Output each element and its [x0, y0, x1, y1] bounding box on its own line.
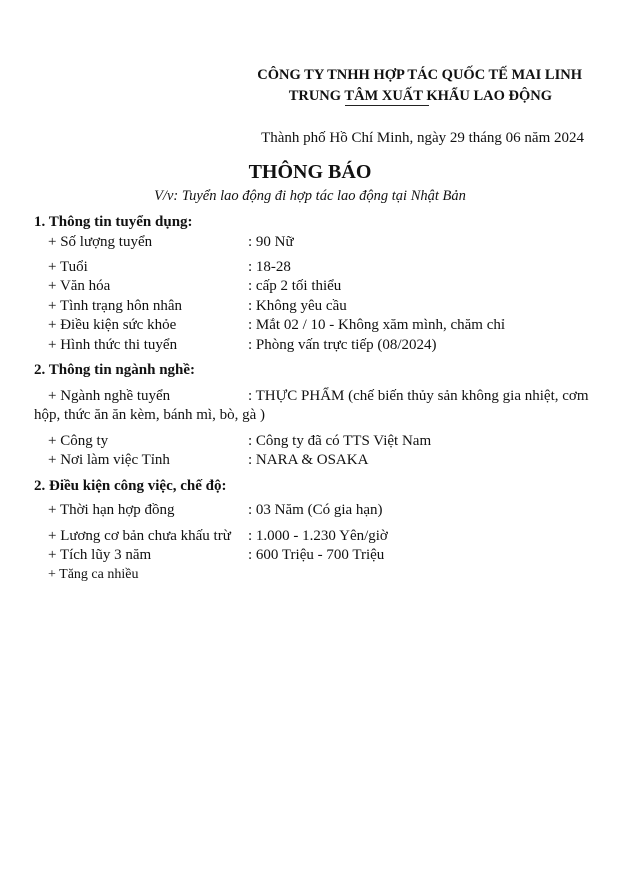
- row-value-savings: : 600 Triệu - 700 Triệu: [248, 547, 385, 563]
- row-label-health: + Điều kiện sức khỏe: [48, 317, 177, 333]
- row-value-salary: : 1.000 - 1.230 Yên/giờ: [248, 528, 388, 544]
- row-label-salary: + Lương cơ bản chưa khấu trừ: [48, 528, 231, 544]
- row-label-savings: + Tích lũy 3 năm: [48, 547, 152, 563]
- document-title: THÔNG BÁO: [248, 161, 372, 183]
- row-label-age: + Tuổi: [48, 259, 88, 275]
- row-value-education: : cấp 2 tối thiểu: [248, 278, 342, 294]
- row-value-workplace: : NARA & OSAKA: [248, 452, 369, 468]
- row-value-exam: : Phòng vấn trực tiếp (08/2024): [248, 337, 437, 353]
- row-value-quantity: : 90 Nữ: [248, 234, 294, 250]
- row-value-marital: : Không yêu cầu: [248, 298, 347, 314]
- row-value-age: : 18-28: [248, 259, 291, 275]
- section-industry-heading: 2. Thông tin ngành nghề:: [34, 362, 196, 378]
- company-name: CÔNG TY TNHH HỢP TÁC QUỐC TẾ MAI LINH: [257, 67, 582, 83]
- row-label-industry: + Ngành nghề tuyển: [48, 388, 171, 404]
- row-value-health: : Mắt 02 / 10 - Không xăm mình, chăm chỉ: [248, 317, 506, 333]
- row-value-contract: : 03 Năm (Có gia hạn): [248, 502, 383, 518]
- row-label-contract: + Thời hạn hợp đồng: [48, 502, 175, 518]
- center-name: TRUNG TÂM XUẤT KHẨU LAO ĐỘNG: [288, 88, 552, 104]
- row-label-exam: + Hình thức thi tuyển: [48, 337, 178, 353]
- section-recruitment-heading: 1. Thông tin tuyển dụng:: [34, 214, 193, 230]
- row-label-workplace: + Nơi làm việc Tỉnh: [48, 452, 170, 468]
- row-value-company: : Công ty đã có TTS Việt Nam: [248, 433, 432, 449]
- document-subtitle: V/v: Tuyển lao động đi hợp tác lao động tại Nhật Bản: [154, 188, 466, 204]
- row-label-quantity: + Số lượng tuyển: [48, 234, 153, 250]
- row-label-overtime: + Tăng ca nhiều: [48, 567, 139, 582]
- row-value-industry: : THỰC PHẨM (chế biến thủy sản không gia nhiệt, cơm: [248, 388, 589, 404]
- row-label-company: + Công ty: [48, 433, 109, 449]
- row-value-industry-continued: hộp, thức ăn ăn kèm, bánh mì, bò, gà ): [34, 407, 265, 423]
- section-conditions-heading: 2. Điều kiện công việc, chế độ:: [34, 478, 227, 494]
- date-line: Thành phố Hồ Chí Minh, ngày 29 tháng 06 năm 2024: [261, 130, 584, 146]
- row-label-education: + Văn hóa: [48, 278, 111, 294]
- center-underline: [345, 105, 429, 106]
- row-label-marital: + Tình trạng hôn nhân: [48, 298, 182, 314]
